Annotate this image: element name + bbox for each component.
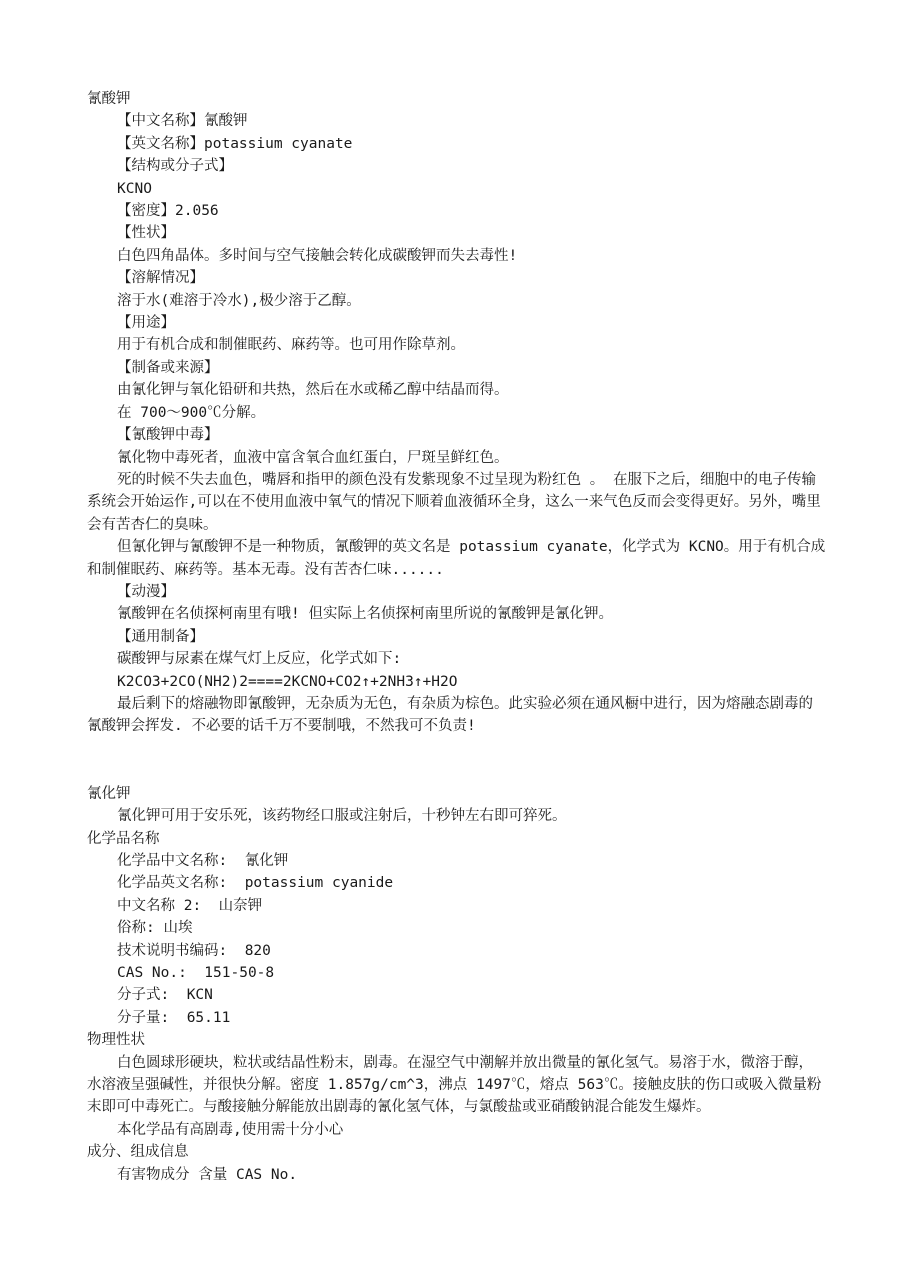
section-title-cyanate: 氰酸钾 <box>87 91 131 107</box>
chem-cn-name-2: 中文名称 2: 山奈钾 <box>117 897 263 914</box>
chem-cn-name: 化学品中文名称: 氰化钾 <box>117 853 289 869</box>
general-prep-line-1: 碳酸钾与尿素在煤气灯上反应，化学式如下: <box>117 651 402 668</box>
uses: 用于有机合成和制催眠药、麻药等。也可用作除草剂。 <box>117 337 465 354</box>
general-prep-paragraph-2: 最后剩下的熔融物即氰酸钾，无杂质为无色，有杂质为棕色。此实验必须在通风橱中进行，因为熔融态剧毒的氰酸钾会挥发. 不必要的话千万不要制哦，不然我可不负责! <box>87 695 813 735</box>
document-page <box>87 88 827 1186</box>
physical-paragraph: 白色圆球形硬块，粒状或结晶性粉末，剧毒。在湿空气中潮解并放出微量的氰化氢气。易溶于水，微溶于醇，水溶液呈强碱性，并很快分解。密度 1.857g/cm^3，沸点 1497℃，熔点 563℃。接触皮肤的伤口或吸入微量粉末即可中毒死亡。与酸接触分解能放出剧毒的氰化氢气体，与氯酸盐或亚硝酸钠混合能发生爆炸。 <box>87 1054 822 1116</box>
poison-paragraph-2: 死的时候不失去血色，嘴唇和指甲的颜色没有发紫现象不过呈现为粉红色 。 在服下之后，细胞中的电子传输系统会开始运作,可以在不使用血液中氧气的情况下顺着血液循环全身，这么一来气色反而会变得更好。另外，嘴里会有苦杏仁的臭味。 <box>87 471 821 533</box>
solubility-label: 【溶解情况】 <box>117 270 204 287</box>
section-title-cyanide: 氰化钾 <box>87 785 131 802</box>
anime: 氰酸钾在名侦探柯南里有哦! 但实际上名侦探柯南里所说的氰酸钾是氰化钾。 <box>117 606 613 623</box>
molecular-weight: 分子量: 65.11 <box>117 1009 231 1026</box>
physical-heading: 物理性状 <box>87 1032 145 1049</box>
cn-name: 【中文名称】氰酸钾 <box>117 113 248 130</box>
poison-label: 【氰酸钾中毒】 <box>117 427 219 444</box>
chemical-equation: K2CO3+2CO(NH2)2====2KCNO+CO2↑+2NH3↑+H2O <box>117 673 458 690</box>
properties-label: 【性状】 <box>117 225 175 242</box>
chem-en-name: 化学品英文名称: potassium cyanide <box>117 875 394 892</box>
properties: 白色四角晶体。多时间与空气接触会转化成碳酸钾而失去毒性! <box>117 247 518 264</box>
composition: 有害物成分 含量 CAS No. <box>117 1166 298 1183</box>
en-name: 【英文名称】potassium cyanate <box>117 135 353 152</box>
section-spacer <box>87 738 827 783</box>
cyanide-intro: 氰化钾可用于安乐死，该药物经口服或注射后，十秒钟左右即可猝死。 <box>117 808 567 825</box>
prep-line-1: 由氰化钾与氧化铅研和共热，然后在水或稀乙醇中结晶而得。 <box>117 382 509 399</box>
chem-name-heading: 化学品名称 <box>87 830 160 847</box>
poison-paragraph-3: 但氰化钾与氰酸钾不是一种物质，氰酸钾的英文名是 potassium cyanate，化学式为 KCNO。用于有机合成和制催眠药、麻药等。基本无毒。没有苦杏仁味...... <box>87 539 826 578</box>
anime-label: 【动漫】 <box>117 583 175 600</box>
uses-label: 【用途】 <box>117 315 175 332</box>
density: 【密度】2.056 <box>117 203 219 220</box>
poison-line-1: 氰化物中毒死者，血液中富含氧合血红蛋白，尸斑呈鲜红色。 <box>117 449 509 466</box>
general-prep-label: 【通用制备】 <box>117 628 204 645</box>
tech-code: 技术说明书编码: 820 <box>117 942 271 959</box>
composition-heading: 成分、组成信息 <box>87 1144 189 1161</box>
formula: KCNO <box>117 180 152 197</box>
prep-line-2: 在 700～900℃分解。 <box>117 404 266 421</box>
prep-label: 【制备或来源】 <box>117 359 219 376</box>
formula-label: 【结构或分子式】 <box>117 158 233 175</box>
solubility: 溶于水(难溶于冷水),极少溶于乙醇。 <box>117 292 361 309</box>
molecular-formula: 分子式: KCN <box>117 987 213 1004</box>
cas-number: CAS No.: 151-50-8 <box>117 965 275 982</box>
common-name: 俗称: 山埃 <box>117 920 193 937</box>
warning: 本化学品有高剧毒,使用需十分小心 <box>117 1121 344 1138</box>
